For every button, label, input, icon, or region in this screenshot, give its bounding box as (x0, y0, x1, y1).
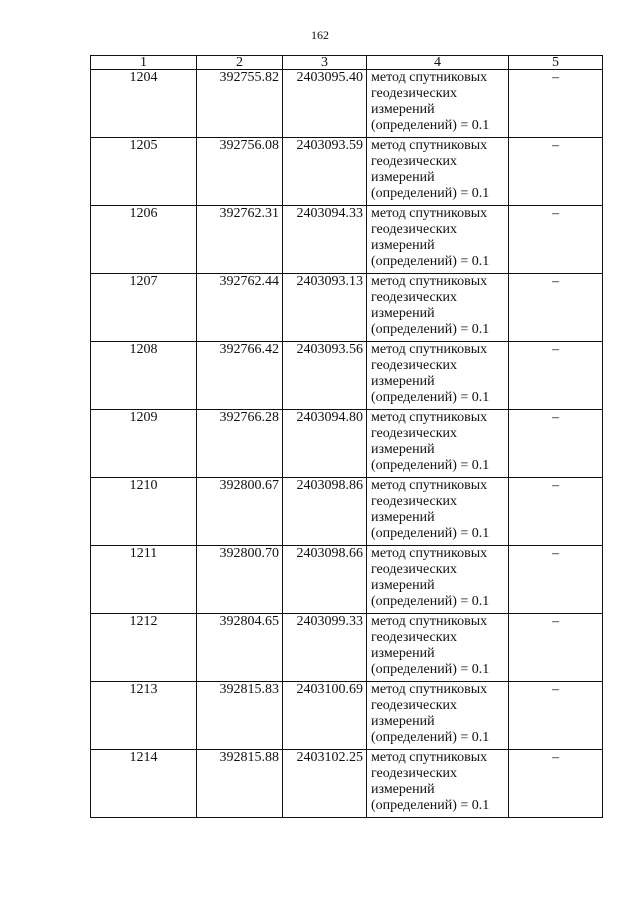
point-number-cell: 1212 (91, 614, 197, 682)
table-header-row (91, 56, 603, 70)
table-row (91, 478, 603, 546)
y-coordinate-cell: 2403098.66 (283, 546, 367, 614)
x-coordinate-cell: 392762.31 (197, 206, 283, 274)
y-coordinate-cell: 2403095.40 (283, 70, 367, 138)
x-coordinate-cell: 392815.83 (197, 682, 283, 750)
table-row (91, 274, 603, 342)
note-cell: – (509, 342, 603, 410)
method-cell: метод спутниковых геодезических измерений (определений) = 0.1 (367, 614, 509, 682)
y-coordinate-cell: 2403099.33 (283, 614, 367, 682)
x-coordinate-cell: 392756.08 (197, 138, 283, 206)
point-number-cell: 1205 (91, 138, 197, 206)
y-coordinate-cell: 2403094.33 (283, 206, 367, 274)
x-coordinate-cell: 392800.67 (197, 478, 283, 546)
method-cell: метод спутниковых геодезических измерений (определений) = 0.1 (367, 206, 509, 274)
page-number: 162 (311, 28, 329, 42)
x-coordinate-cell: 392804.65 (197, 614, 283, 682)
column-header-3: 3 (283, 56, 367, 70)
y-coordinate-cell: 2403093.59 (283, 138, 367, 206)
column-header-1: 1 (91, 56, 197, 70)
column-header-4: 4 (367, 56, 509, 70)
method-cell: метод спутниковых геодезических измерений (определений) = 0.1 (367, 546, 509, 614)
y-coordinate-cell: 2403098.86 (283, 478, 367, 546)
note-cell: – (509, 70, 603, 138)
note-cell: – (509, 478, 603, 546)
note-cell: – (509, 750, 603, 818)
note-cell: – (509, 206, 603, 274)
note-cell: – (509, 682, 603, 750)
point-number-cell: 1213 (91, 682, 197, 750)
point-number-cell: 1204 (91, 70, 197, 138)
point-number-cell: 1209 (91, 410, 197, 478)
x-coordinate-cell: 392815.88 (197, 750, 283, 818)
note-cell: – (509, 274, 603, 342)
table-row (91, 70, 603, 138)
y-coordinate-cell: 2403100.69 (283, 682, 367, 750)
table-row (91, 342, 603, 410)
column-header-5: 5 (509, 56, 603, 70)
column-header-2: 2 (197, 56, 283, 70)
y-coordinate-cell: 2403094.80 (283, 410, 367, 478)
note-cell: – (509, 138, 603, 206)
y-coordinate-cell: 2403102.25 (283, 750, 367, 818)
x-coordinate-cell: 392766.28 (197, 410, 283, 478)
point-number-cell: 1214 (91, 750, 197, 818)
note-cell: – (509, 410, 603, 478)
coordinates-table (90, 55, 603, 818)
table-row (91, 138, 603, 206)
method-cell: метод спутниковых геодезических измерений (определений) = 0.1 (367, 682, 509, 750)
point-number-cell: 1208 (91, 342, 197, 410)
method-cell: метод спутниковых геодезических измерений (определений) = 0.1 (367, 478, 509, 546)
note-cell: – (509, 614, 603, 682)
table-row (91, 750, 603, 818)
table-row (91, 206, 603, 274)
x-coordinate-cell: 392762.44 (197, 274, 283, 342)
x-coordinate-cell: 392800.70 (197, 546, 283, 614)
y-coordinate-cell: 2403093.56 (283, 342, 367, 410)
method-cell: метод спутниковых геодезических измерений (определений) = 0.1 (367, 70, 509, 138)
method-cell: метод спутниковых геодезических измерений (определений) = 0.1 (367, 750, 509, 818)
point-number-cell: 1206 (91, 206, 197, 274)
x-coordinate-cell: 392766.42 (197, 342, 283, 410)
table-row (91, 614, 603, 682)
method-cell: метод спутниковых геодезических измерений (определений) = 0.1 (367, 274, 509, 342)
point-number-cell: 1210 (91, 478, 197, 546)
method-cell: метод спутниковых геодезических измерений (определений) = 0.1 (367, 410, 509, 478)
table-row (91, 546, 603, 614)
table-row (91, 682, 603, 750)
table-row (91, 410, 603, 478)
point-number-cell: 1207 (91, 274, 197, 342)
note-cell: – (509, 546, 603, 614)
method-cell: метод спутниковых геодезических измерений (определений) = 0.1 (367, 138, 509, 206)
point-number-cell: 1211 (91, 546, 197, 614)
x-coordinate-cell: 392755.82 (197, 70, 283, 138)
y-coordinate-cell: 2403093.13 (283, 274, 367, 342)
method-cell: метод спутниковых геодезических измерений (определений) = 0.1 (367, 342, 509, 410)
